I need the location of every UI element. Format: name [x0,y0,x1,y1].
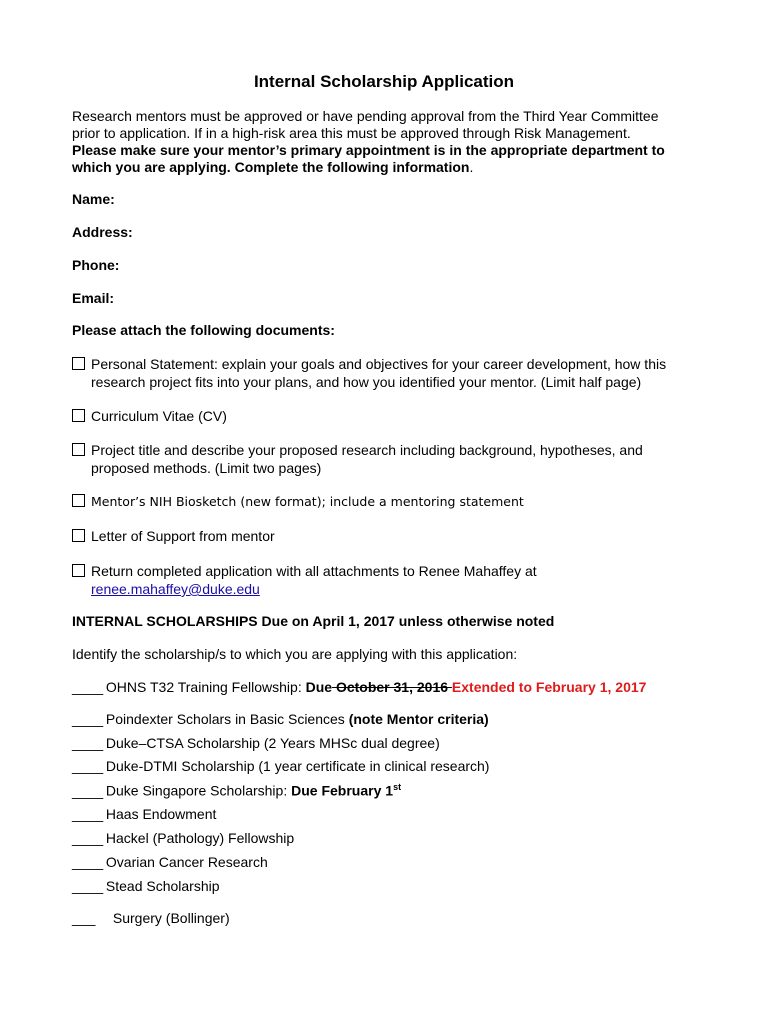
scholarship-label: Duke Singapore Scholarship: [105,782,288,799]
checkbox[interactable] [72,357,85,370]
blank-line[interactable]: ___ [72,910,96,926]
checkbox[interactable] [72,529,85,542]
intro-end: . [469,159,474,175]
doc-item-return [72,562,672,598]
doc-item-label: Personal Statement: explain your goals and objectives for your career development, how this [91,356,667,372]
checkbox[interactable] [72,564,85,577]
scholarship-ctsa [72,735,440,751]
blank-line[interactable]: ____ [72,711,104,727]
address-label: Address: [72,224,133,240]
ordinal-suffix: st [393,782,402,792]
scholarship-label: Haas Endowment [105,806,217,822]
due-heading: INTERNAL SCHOLARSHIPS Due on April 1, 2017 unless otherwise noted [72,613,555,629]
checkbox[interactable] [72,409,85,422]
scholarship-label: OHNS T32 Training Fellowship: [105,679,302,695]
doc-item-personal-statement [72,355,672,391]
scholarship-singapore [72,782,401,799]
blank-line[interactable]: ____ [72,782,104,799]
identify-instruction: Identify the scholarship/s to which you are applying with this application: [72,646,518,662]
scholarship-label: Ovarian Cancer Research [105,854,268,870]
name-label: Name: [72,191,115,207]
scholarship-hackel [72,830,294,846]
scholarship-note: (note Mentor criteria) [348,711,489,727]
blank-line[interactable]: ____ [72,878,104,894]
scholarship-stead [72,878,220,894]
phone-label: Phone: [72,257,120,273]
scholarship-label: Poindexter Scholars in Basic Sciences [105,711,345,727]
doc-item-label: Letter of Support from mentor [91,528,275,544]
blank-line[interactable]: ____ [72,830,104,846]
scholarship-label: Stead Scholarship [105,878,220,894]
scholarship-poindexter [72,711,489,727]
doc-item-label: Mentor’s NIH Biosketch (new format); include a mentoring statement [91,494,524,509]
scholarship-ovarian [72,854,268,870]
blank-line[interactable]: ____ [72,806,104,822]
checkbox[interactable] [72,494,85,507]
scholarship-ohns [72,679,646,695]
scholarship-surgery [72,910,230,926]
doc-item-support [72,527,672,545]
scholarship-label: Hackel (Pathology) Fellowship [105,830,295,846]
email-label: Email: [72,290,115,306]
doc-item-label: Return completed application with all attachments to Renee Mahaffey at [91,563,537,579]
intro-bold-text: Please make sure your mentor’s primary appointment is in the appropriate department to which you are applying. Complete the following information [72,142,665,175]
due-label: Due [305,679,333,695]
doc-item-label: Curriculum Vitae (CV) [91,408,227,424]
blank-line[interactable]: ____ [72,758,104,774]
struck-date: October 31, 2016 [332,679,452,695]
doc-item-biosketch [72,493,672,511]
scholarship-label: Duke–CTSA Scholarship (2 Years MHSc dual degree) [105,735,440,751]
scholarship-haas [72,806,216,822]
page-title: Internal Scholarship Application [253,72,515,91]
email-link[interactable]: renee.mahaffey@duke.edu [91,581,260,597]
scholarship-dtmi [72,758,489,774]
doc-item-cv [72,407,672,425]
intro-paragraph [72,108,682,176]
doc-item-label: Project title and describe your proposed research including background, hypotheses, and [91,442,643,458]
doc-item-label-cont: proposed methods. (Limit two pages) [91,460,322,476]
extended-date: Extended to February 1, 2017 [451,679,647,695]
scholarship-label: Surgery (Bollinger) [112,910,230,926]
checkbox[interactable] [72,443,85,456]
attach-heading: Please attach the following documents: [72,322,335,338]
doc-item-project [72,441,672,477]
blank-line[interactable]: ____ [72,854,104,870]
intro-text: Research mentors must be approved or have pending approval from the Third Year Committee prior to application. If in a high-risk area this must be approved through Risk Management. [72,108,659,141]
due-label: Due February 1 [291,782,394,799]
email-link-wrap [72,580,672,598]
blank-line[interactable]: ____ [72,735,104,751]
scholarship-label: Duke-DTMI Scholarship (1 year certificate in clinical research) [105,758,490,774]
doc-item-label-cont: research project fits into your plans, and how you identified your mentor. (Limit half page) [91,374,642,390]
blank-line[interactable]: ____ [72,679,104,695]
